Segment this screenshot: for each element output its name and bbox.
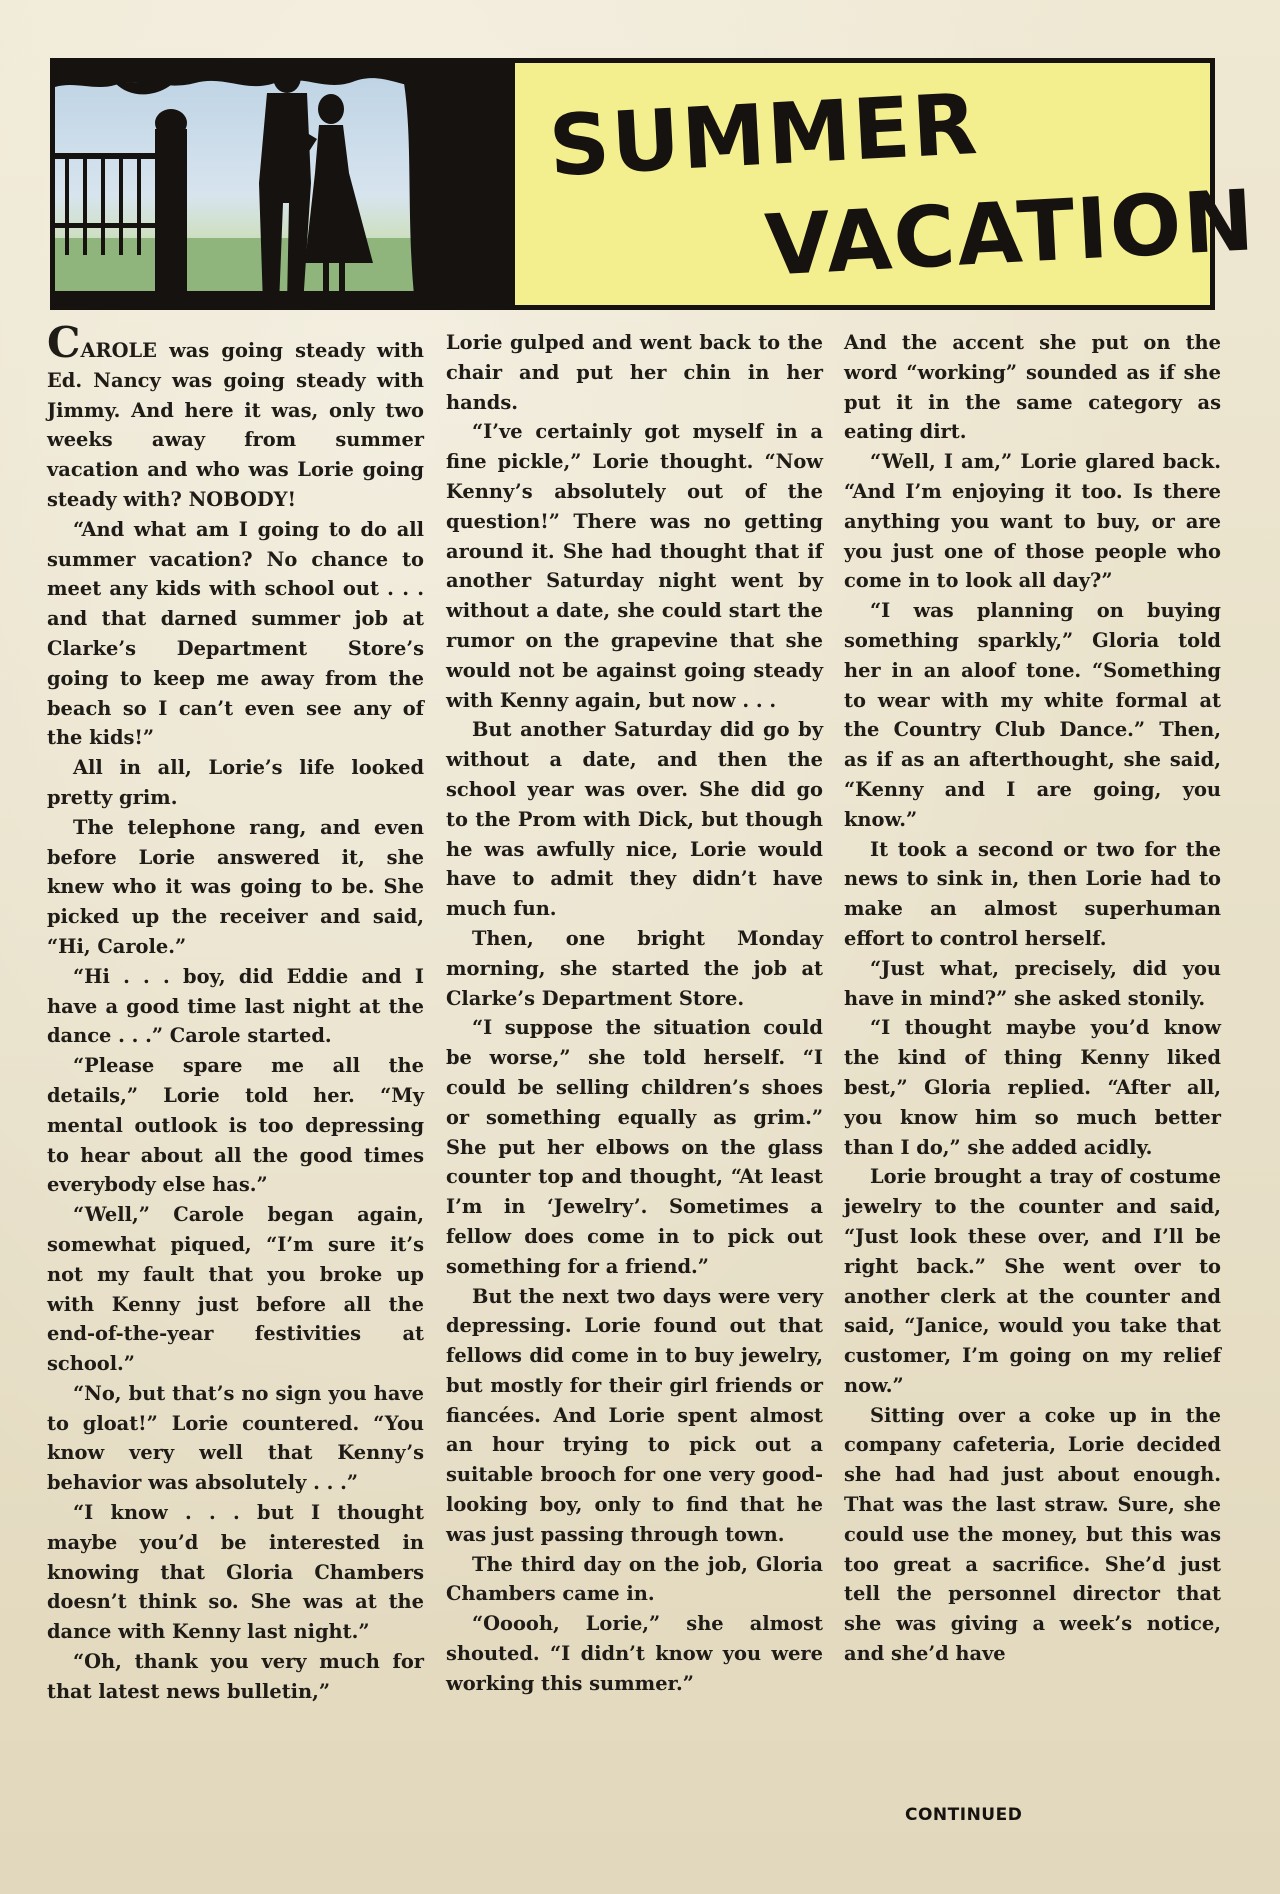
text-column-2 [446,328,823,1699]
paragraph [47,1498,424,1647]
paragraph-text: Lorie brought a tray of costume jewelry to the counter and said, “Just look these over, and I’ll be right back.” She went over to another clerk at the counter and said, “Janice, would you take that customer, I’m going on my relief now.” [844,1165,1221,1397]
paragraph-text: “No, but that’s no sign you have to gloat!” Lorie countered. “You know very well that Kenny’s behavior was absolutely . . .” [47,1381,424,1495]
paragraph-text: Sitting over a coke up in the company cafeteria, Lorie decided she had had just about enough. That was the last straw. Sure, she could use the money, but this was too great a sacrifice. She’d just tell the personnel director that she was giving a week’s notice, and she’d have [844,1403,1221,1666]
paragraph-text: “I know . . . but I thought maybe you’d be interested in knowing that Gloria Chambers doesn’t think so. She was at the dance with Kenny last night.” [47,1501,424,1644]
paragraph [47,1200,424,1379]
story-text [47,318,1222,1808]
paragraph-text: “Well,” Carole began again, somewhat piqued, “I’m sure it’s not my fault that you broke up with Kenny just before all the end-of-the-year festivities at school.” [47,1203,424,1376]
paragraph [47,962,424,1051]
paragraph-text: “And what am I going to do all summer vacation? No chance to meet any kids with school out . . . and that darned summer job at Clarke’s Department Store’s going to keep me away from the beach so I can’t even see any of the kids!” [47,517,424,750]
title-line-2: VACATION [762,171,1258,295]
illustration-svg [55,63,505,305]
paragraph [446,924,823,1013]
paragraph-text: “Just what, precisely, did you have in mind?” she asked stonily. [844,956,1221,1010]
paragraph [446,328,823,417]
paragraph [844,596,1221,834]
continued-label: CONTINUED [905,1805,1023,1825]
paragraph-text: AROLE was going steady with Ed. Nancy was going steady with Jimmy. And here it was, only two weeks away from summer vacation and who was Lorie going steady with? NOBODY! [47,339,424,511]
title-banner [50,58,1258,310]
paragraph [47,515,424,753]
paragraph [446,1282,823,1550]
paragraph-text: But the next two days were very depressing. Lorie found out that fellows did come in to buy jewelry, but mostly for their girl friends or fiancées. And Lorie spent almost an hour trying to pick out a suitable brooch for one very good-looking boy, only to find that he was just passing through town. [446,1284,823,1546]
paragraph-text: And the accent she put on the word “working” sounded as if she put it in the same category as eating dirt. [844,331,1221,444]
paragraph [844,1013,1221,1162]
title-line-1: SUMMER [546,74,982,196]
silhouette-couple-illustration [55,63,505,305]
title-panel [510,63,1258,305]
paragraph [446,1550,823,1610]
paragraph [844,1162,1221,1400]
paragraph-text: “Please spare me all the details,” Lorie told her. “My mental outlook is too depressing to hear about all the good times everybody else has.” [47,1054,424,1197]
paragraph-text: All in all, Lorie’s life looked pretty grim. [47,756,424,809]
paragraph [47,1051,424,1200]
paragraph-text: Then, one bright Monday morning, she started the job at Clarke’s Department Store. [446,926,823,1010]
paragraph-text: “I suppose the situation could be worse,” she told herself. “I could be selling children’s shoes or something equally as grim.” She put her elbows on the glass counter top and thought, “At least I’m in ‘Jewelry’. Sometimes a fellow does come in to pick out something for a friend.” [446,1016,823,1278]
paragraph [47,813,424,962]
paragraph-text: It took a second or two for the news to sink in, then Lorie had to make an almost superhuman effort to control herself. [844,837,1221,950]
paragraph-text: “Oh, thank you very much for that latest news bulletin,” [47,1650,424,1703]
paragraph-text: The telephone rang, and even before Lorie answered it, she knew who it was going to be. She picked up the receiver and said, “Hi, Carole.” [47,815,424,958]
text-column-3 [844,328,1221,1669]
paragraph-text: “I was planning on buying something sparkly,” Gloria told her in an aloof tone. “Something to wear with my white formal at the Country Club Dance.” Then, as if as an afterthought, she said, “Kenny and I are going, you know.” [844,599,1221,831]
paragraph-text: “I thought maybe you’d know the kind of thing Kenny liked best,” Gloria replied. “After all, you know him so much better than I do,” she added acidly. [844,1016,1221,1159]
paragraph-text: “Ooooh, Lorie,” she almost shouted. “I didn’t know you were working this summer.” [446,1612,823,1695]
paragraph-text: “Well, I am,” Lorie glared back. “And I’m enjoying it too. Is there anything you want to buy, or are you just one of those people who come in to look all day?” [844,450,1221,593]
paragraph [844,328,1221,447]
paragraph [446,715,823,924]
paragraph-text: “I’ve certainly got myself in a fine pickle,” Lorie thought. “Now Kenny’s absolutely out of the question!” There was no getting around it. She had thought that if another Saturday night went by without a date, she could start the rumor on the grapevine that she would not be against going steady with Kenny again, but now . . . [446,420,823,712]
paragraph [844,954,1221,1014]
paragraph [47,318,424,515]
paragraph [47,1379,424,1498]
paragraph [47,1647,424,1707]
paragraph [446,1013,823,1281]
paragraph [446,1609,823,1698]
paragraph [47,753,424,813]
paragraph-text: Lorie gulped and went back to the chair and put her chin in her hands. [446,331,823,414]
paragraph-text: “Hi . . . boy, did Eddie and I have a good time last night at the dance . . .” Carole started. [47,964,424,1048]
paragraph [844,447,1221,596]
drop-cap: C [47,318,81,367]
paragraph [844,835,1221,954]
paragraph [844,1401,1221,1669]
paragraph [446,417,823,715]
paragraph-text: The third day on the job, Gloria Chambers came in. [446,1552,823,1606]
paragraph-text: But another Saturday did go by without a date, and then the school year was over. She did go to the Prom with Dick, but though he was awfully nice, Lorie would have to admit they didn’t have much fun. [446,718,823,921]
text-column-1 [47,318,424,1707]
